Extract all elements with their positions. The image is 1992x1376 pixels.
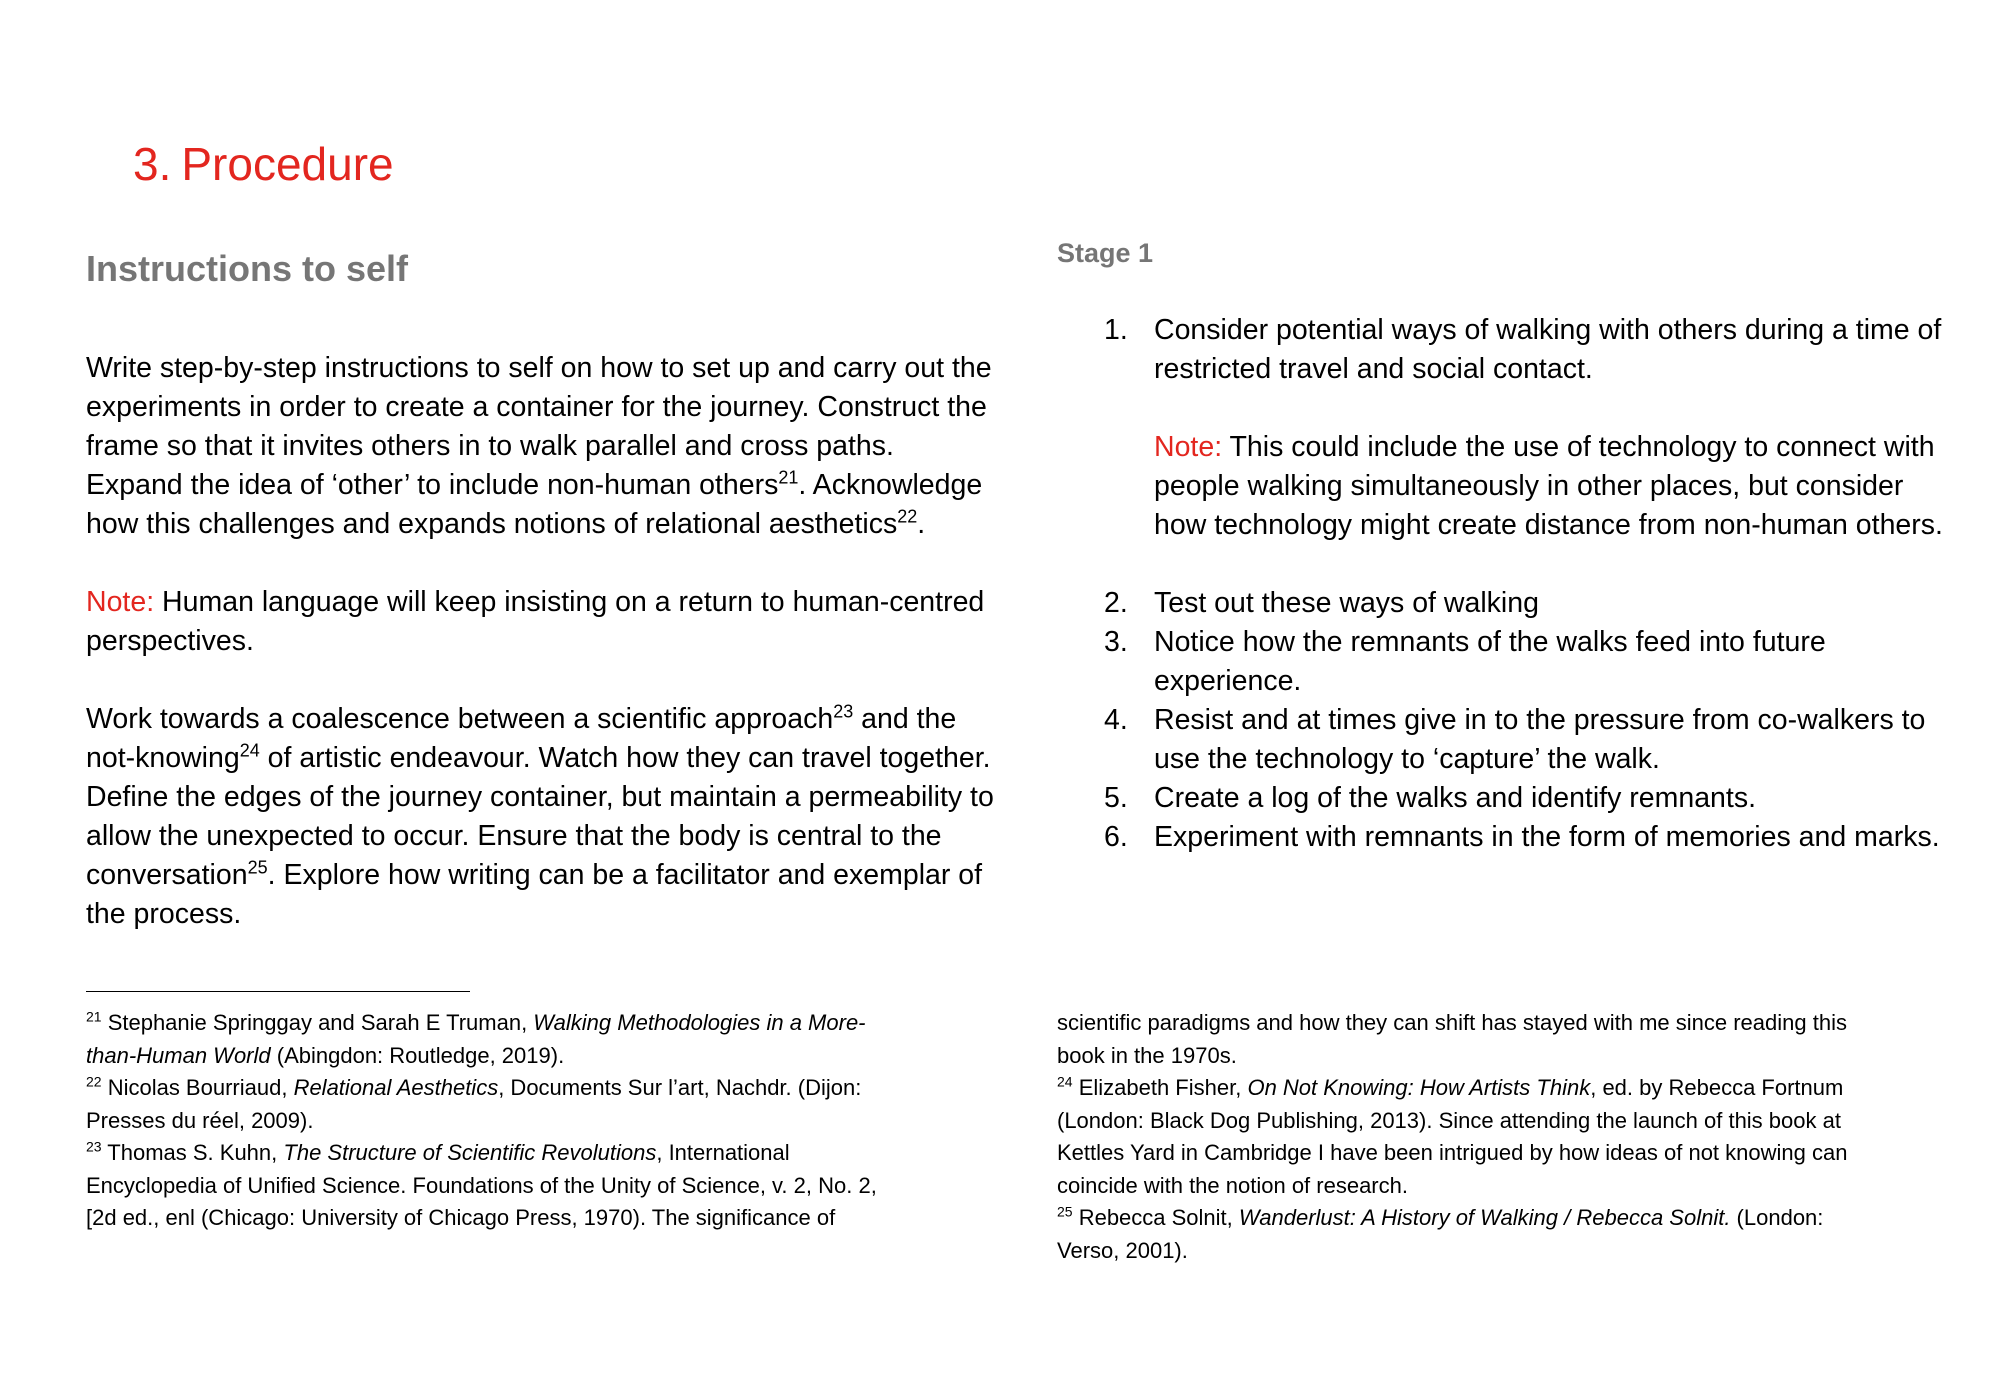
note-label: Note: (1154, 431, 1223, 463)
note-text: This could include the use of technology to connect with people walking simultaneously in other places, but consider how technology might create distance from non-human others. (1154, 431, 1943, 541)
list-item (1057, 623, 1957, 701)
stage-heading: Stage 1 (1057, 238, 1154, 268)
left-column (86, 349, 996, 934)
text-segment: . Acknowledge how this challenges and expands notions of relational aesthetics (86, 469, 983, 540)
footnote-separator (86, 991, 470, 992)
step-text: Test out these ways of walking (1154, 587, 1539, 619)
step-text: Notice how the remnants of the walks feed into future experience. (1154, 626, 1826, 697)
footnote-23 (86, 1137, 986, 1170)
footnote-ref-21[interactable]: 21 (778, 467, 799, 488)
step-text: Create a log of the walks and identify remnants. (1154, 782, 1756, 814)
section-title (133, 134, 394, 194)
footnote-number: 23 (86, 1138, 102, 1155)
footnote-title: Relational Aesthetics (293, 1075, 499, 1100)
section-title-text: Procedure (181, 138, 394, 190)
footnote-line: book in the 1970s. (1057, 1042, 1237, 1068)
footnote-title: The Structure of Scientific Revolutions (283, 1140, 657, 1165)
footnote-ref-23[interactable]: 23 (833, 701, 854, 722)
footnote-text: Elizabeth Fisher, (1072, 1075, 1248, 1100)
text-segment: of artistic endeavour. Watch how they can travel together. Define the edges of the journey container, but maintain a permeability to allow the unexpected to occur. Ensure that the body is central to the conversation (86, 742, 994, 891)
instructions-paragraph-1 (86, 349, 996, 544)
footnote-title: On Not Knowing: How Artists Think (1247, 1075, 1591, 1100)
footnote-line: Encyclopedia of Unified Science. Foundations of the Unity of Science, v. 2, No. 2, (86, 1172, 877, 1198)
footnote-ref-24[interactable]: 24 (239, 740, 260, 761)
footnote-text: , ed. by Rebecca Fortnum (1590, 1075, 1844, 1100)
footnote-line: [2d ed., enl (Chicago: University of Chicago Press, 1970). The significance of (86, 1205, 836, 1230)
footnote-24 (1057, 1072, 1957, 1105)
step-text: Consider potential ways of walking with others during a time of restricted travel and social contact. (1154, 314, 1942, 385)
text-segment: and the not-knowing (86, 703, 957, 774)
step-text: Experiment with remnants in the form of memories and marks. (1154, 821, 1940, 853)
footnote-title: Walking Methodologies in a More- (533, 1010, 866, 1035)
footnote-21 (86, 1007, 986, 1040)
footnote-number: 25 (1057, 1203, 1073, 1220)
step-number: 6. (1104, 821, 1128, 853)
stage-steps-list (1057, 311, 1957, 857)
footnote-number: 24 (1057, 1073, 1073, 1090)
footnote-line: (London: Black Dog Publishing, 2013). Since attending the launch of this book at (1057, 1107, 1841, 1133)
footnotes-right (1057, 1007, 1957, 1267)
footnote-line: scientific paradigms and how they can shift has stayed with me since reading this (1057, 1010, 1847, 1035)
instructions-paragraph-2 (86, 700, 996, 934)
section-number: 3. (133, 138, 172, 190)
list-item (1057, 584, 1957, 623)
footnote-number: 21 (86, 1008, 102, 1025)
footnotes-left (86, 1007, 986, 1235)
language-note (86, 583, 996, 661)
footnote-text: Stephanie Springgay and Sarah E Truman, (101, 1010, 534, 1035)
footnote-line (86, 1040, 986, 1073)
footnote-line: Verso, 2001). (1057, 1237, 1188, 1263)
footnote-text: , International (656, 1140, 790, 1165)
footnote-text: (Abingdon: Routledge, 2019). (270, 1042, 565, 1068)
step-number: 3. (1104, 626, 1128, 658)
footnote-text: Thomas S. Kuhn, (101, 1140, 284, 1165)
step-number: 1. (1104, 314, 1128, 346)
footnote-25 (1057, 1202, 1957, 1235)
footnote-title: than-Human World (86, 1042, 271, 1068)
footnote-line: coincide with the notion of research. (1057, 1172, 1408, 1198)
list-item (1057, 311, 1957, 389)
footnote-22 (86, 1072, 986, 1105)
list-item (1057, 779, 1957, 818)
footnote-text: (London: (1730, 1205, 1824, 1230)
footnote-ref-22[interactable]: 22 (897, 506, 918, 527)
footnote-line: Presses du réel, 2009). (86, 1107, 314, 1133)
note-label: Note: (86, 586, 155, 618)
subheading-instructions: Instructions to self (86, 248, 409, 289)
footnote-text: Nicolas Bourriaud, (101, 1075, 294, 1100)
step-note (1057, 428, 1957, 545)
step-number: 2. (1104, 587, 1128, 619)
list-item (1057, 701, 1957, 779)
text-segment: . (917, 508, 926, 540)
footnote-title: Wanderlust: A History of Walking / Rebecca Solnit. (1238, 1205, 1731, 1230)
note-text: Human language will keep insisting on a return to human-centred perspectives. (86, 586, 985, 657)
footnote-text: Rebecca Solnit, (1072, 1205, 1239, 1230)
step-number: 5. (1104, 782, 1128, 814)
list-item (1057, 818, 1957, 857)
text-segment: Work towards a coalescence between a scientific approach (86, 703, 834, 735)
footnote-text: , Documents Sur l’art, Nachdr. (Dijon: (498, 1075, 862, 1100)
footnote-number: 22 (86, 1073, 102, 1090)
step-number: 4. (1104, 704, 1128, 736)
step-text: Resist and at times give in to the pressure from co-walkers to use the technology to ‘capture’ the walk. (1154, 704, 1926, 775)
footnote-ref-25[interactable]: 25 (247, 857, 268, 878)
text-segment: Write step-by-step instructions to self on how to set up and carry out the experiments in order to create a container for the journey. Construct the frame so that it invites others in to walk parallel and cross paths. Expand the idea of ‘other’ to include non-human others (86, 352, 992, 501)
text-segment: . Explore how writing can be a facilitator and exemplar of the process. (86, 859, 983, 930)
footnote-line: Kettles Yard in Cambridge I have been intrigued by how ideas of not knowing can (1057, 1140, 1848, 1165)
